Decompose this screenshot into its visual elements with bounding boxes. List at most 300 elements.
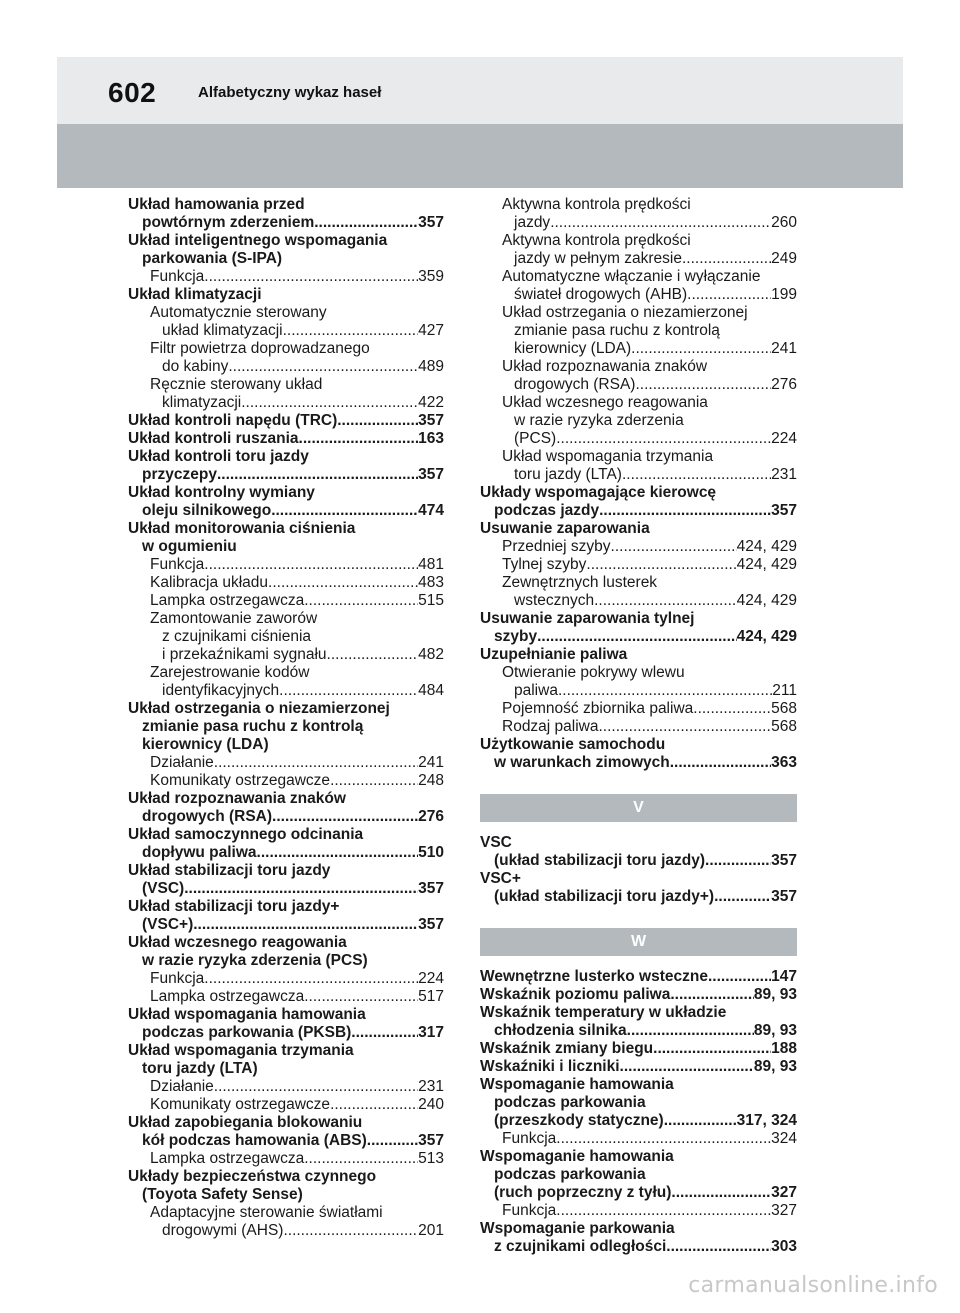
entry-term: (układ stabilizacji toru jazdy+) — [494, 888, 715, 905]
entry-page-ref: 89, 93 — [753, 1022, 797, 1039]
dot-leader — [204, 970, 418, 988]
entry-page-ref: 422 — [418, 394, 444, 411]
entry-term: jazdy — [514, 214, 551, 231]
entry-term: toru jazdy (LTA) — [142, 1060, 258, 1077]
index-entry — [480, 1058, 797, 1076]
entry-term: VSC+ — [480, 870, 521, 887]
index-entry — [480, 412, 797, 430]
entry-term: Pojemność zbiornika paliwa — [502, 700, 694, 717]
index-entry — [128, 286, 444, 304]
dot-leader — [671, 1184, 771, 1202]
index-entry — [128, 1078, 444, 1096]
entry-page-ref: 482 — [418, 646, 444, 663]
index-entry — [128, 466, 444, 484]
index-entry — [480, 682, 797, 700]
index-entry — [128, 268, 444, 286]
entry-term: Funkcja — [502, 1202, 557, 1219]
entry-term: Układy wspomagające kierowcę — [480, 484, 717, 501]
entry-term: podczas parkowania — [494, 1166, 646, 1183]
entry-page-ref: 357 — [418, 214, 444, 231]
entry-term: oleju silnikowego — [142, 502, 272, 519]
entry-term: Układ wspomagania trzymania — [128, 1042, 354, 1059]
entry-term: w razie ryzyka zderzenia (PCS) — [142, 952, 368, 969]
entry-term: Wspomaganie parkowania — [480, 1220, 675, 1237]
dot-leader — [627, 1022, 754, 1040]
entry-term: Układ stabilizacji toru jazdy — [128, 862, 331, 879]
index-entry — [128, 952, 444, 970]
entry-term: Układy bezpieczeństwa czynnego — [128, 1168, 377, 1185]
section-header: W — [480, 928, 797, 956]
index-entry — [480, 448, 797, 466]
index-entry — [480, 268, 797, 286]
index-entry — [128, 214, 444, 232]
index-entry — [128, 1204, 444, 1222]
index-entry — [128, 1114, 444, 1132]
entry-term: kierownicy (LDA) — [514, 340, 632, 357]
index-entry — [480, 538, 797, 556]
entry-term: w razie ryzyka zderzenia — [514, 412, 684, 429]
entry-term: wstecznych — [514, 592, 595, 609]
entry-term: Przedniej szyby — [502, 538, 611, 555]
index-entry — [480, 754, 797, 772]
entry-page-ref: 260 — [771, 214, 797, 231]
dot-leader — [214, 1078, 418, 1096]
dot-leader — [283, 1222, 418, 1240]
entry-page-ref: 474 — [418, 502, 444, 519]
entry-page-ref: 357 — [771, 502, 797, 519]
index-entry — [128, 1060, 444, 1078]
entry-term: Działanie — [150, 1078, 214, 1095]
entry-page-ref: 211 — [772, 682, 797, 699]
index-entry — [128, 988, 444, 1006]
entry-term: Funkcja — [502, 1130, 557, 1147]
index-entry — [128, 232, 444, 250]
index-entry — [480, 646, 797, 664]
index-entry — [128, 1024, 444, 1042]
entry-term: Aktywna kontrola prędkości — [502, 196, 691, 213]
entry-term: identyfikacyjnych — [162, 682, 280, 699]
index-entry — [128, 700, 444, 718]
index-entry — [128, 844, 444, 862]
index-entry — [128, 538, 444, 556]
entry-term: Wspomaganie hamowania — [480, 1148, 674, 1165]
index-entry — [480, 1238, 797, 1256]
entry-term: Układ monitorowania ciśnienia — [128, 520, 356, 537]
index-entry — [480, 610, 797, 628]
entry-term: Układ kontroli toru jazdy — [128, 448, 309, 465]
dot-leader — [268, 574, 418, 592]
entry-page-ref: 357 — [418, 466, 444, 483]
index-entry — [128, 736, 444, 754]
entry-term: parkowania (S-IPA) — [142, 250, 283, 267]
index-entry — [480, 968, 797, 986]
entry-term: Automatycznie sterowany — [150, 304, 327, 321]
dot-leader — [708, 968, 771, 986]
entry-term: Zarejestrowanie kodów — [150, 664, 310, 681]
entry-page-ref: 303 — [771, 1238, 797, 1255]
entry-page-ref: 224 — [418, 970, 444, 987]
entry-term: klimatyzacji — [162, 394, 242, 411]
entry-page-ref: 248 — [418, 772, 444, 789]
entry-term: Usuwanie zaparowania tylnej — [480, 610, 695, 627]
entry-term: Rodzaj paliwa — [502, 718, 599, 735]
index-entry — [128, 556, 444, 574]
dot-leader — [705, 852, 771, 870]
entry-term: kierownicy (LDA) — [142, 736, 269, 753]
dot-leader — [670, 754, 771, 772]
entry-page-ref: 483 — [418, 574, 444, 591]
index-entry — [480, 628, 797, 646]
entry-term: Układ samoczynnego odcinania — [128, 826, 364, 843]
entry-term: chłodzenia silnika — [494, 1022, 627, 1039]
entry-term: Układ hamowania przed — [128, 196, 305, 213]
index-entry — [480, 1022, 797, 1040]
dot-leader — [599, 502, 771, 520]
entry-term: podczas parkowania (PKSB) — [142, 1024, 352, 1041]
entry-term: drogowych (RSA) — [142, 808, 273, 825]
index-entry — [128, 1222, 444, 1240]
entry-term: Komunikaty ostrzegawcze — [150, 1096, 331, 1113]
index-entry — [128, 934, 444, 952]
entry-term: Układ stabilizacji toru jazdy+ — [128, 898, 340, 915]
index-entry — [128, 1150, 444, 1168]
entry-term: przyczepy — [142, 466, 217, 483]
dot-leader — [550, 214, 771, 232]
entry-term: i przekaźnikami sygnału — [162, 646, 327, 663]
entry-page-ref: 147 — [771, 968, 797, 985]
index-entry — [128, 628, 444, 646]
index-entry — [128, 1042, 444, 1060]
entry-term: powtórnym zderzeniem — [142, 214, 315, 231]
dot-leader — [241, 394, 418, 412]
index-entry — [480, 430, 797, 448]
entry-page-ref: 317 — [418, 1024, 444, 1041]
entry-term: Filtr powietrza doprowadzanego — [150, 340, 370, 357]
dot-leader — [330, 1096, 418, 1114]
index-entry — [480, 1040, 797, 1058]
entry-term: (Toyota Safety Sense) — [142, 1186, 303, 1203]
entry-page-ref: 163 — [418, 430, 444, 447]
entry-page-ref: 424, 429 — [736, 592, 797, 609]
entry-term: Adaptacyjne sterowanie światłami — [150, 1204, 383, 1221]
entry-page-ref: 357 — [418, 1132, 444, 1149]
entry-page-ref: 568 — [771, 700, 797, 717]
index-entry — [128, 916, 444, 934]
index-entry — [480, 466, 797, 484]
index-entry — [480, 1004, 797, 1022]
dot-leader — [228, 358, 418, 376]
entry-page-ref: 357 — [418, 412, 444, 429]
entry-page-ref: 424, 429 — [736, 628, 797, 645]
entry-page-ref: 363 — [771, 754, 797, 771]
index-entry — [480, 986, 797, 1004]
index-entry — [128, 682, 444, 700]
index-entry — [480, 376, 797, 394]
entry-page-ref: 317, 324 — [736, 1112, 797, 1129]
entry-term: Układ zapobiegania blokowaniu — [128, 1114, 363, 1131]
index-entry — [480, 304, 797, 322]
entry-term: Układ wspomagania hamowania — [128, 1006, 366, 1023]
entry-term: Układ kontrolny wymiany — [128, 484, 315, 501]
index-entry — [128, 970, 444, 988]
entry-term: Komunikaty ostrzegawcze — [150, 772, 331, 789]
dot-leader — [272, 808, 418, 826]
entry-term: (PCS) — [514, 430, 557, 447]
index-entry — [128, 394, 444, 412]
index-entry — [480, 870, 797, 888]
index-entry — [128, 1006, 444, 1024]
entry-term: Funkcja — [150, 268, 205, 285]
dot-leader — [184, 880, 418, 898]
header-band — [57, 57, 903, 188]
index-entry — [480, 1094, 797, 1112]
dot-leader — [611, 538, 737, 556]
dot-leader — [556, 1130, 771, 1148]
entry-page-ref: 424, 429 — [736, 556, 797, 573]
entry-page-ref: 513 — [418, 1150, 444, 1167]
entry-term: Układ rozpoznawania znaków — [128, 790, 346, 807]
entry-page-ref: 489 — [418, 358, 444, 375]
index-entry — [128, 520, 444, 538]
entry-term: Układ rozpoznawania znaków — [502, 358, 708, 375]
entry-term: Wskaźnik zmiany biegu — [480, 1040, 654, 1057]
dot-leader — [283, 322, 419, 340]
entry-page-ref: 357 — [771, 888, 797, 905]
entry-term: Układ ostrzegania o niezamierzonej — [128, 700, 390, 717]
dot-leader — [635, 376, 771, 394]
entry-term: toru jazdy (LTA) — [514, 466, 622, 483]
dot-leader — [556, 1202, 771, 1220]
watermark: carmanualsonline.info — [688, 1273, 938, 1298]
index-entry — [128, 790, 444, 808]
entry-term: Układ ostrzegania o niezamierzonej — [502, 304, 748, 321]
index-column-right — [480, 196, 797, 1256]
index-entry — [480, 736, 797, 754]
entry-page-ref: 484 — [418, 682, 444, 699]
entry-term: Układ wczesnego reagowania — [502, 394, 708, 411]
entry-page-ref: 510 — [418, 844, 444, 861]
dot-leader — [204, 268, 418, 286]
entry-term: Uzupełnianie paliwa — [480, 646, 628, 663]
index-entry — [480, 250, 797, 268]
index-entry — [128, 448, 444, 466]
dot-leader — [558, 682, 772, 700]
entry-term: w ogumieniu — [142, 538, 237, 555]
index-entry — [480, 556, 797, 574]
entry-term: Wskaźnik poziomu paliwa — [480, 986, 671, 1003]
dot-leader — [337, 412, 418, 430]
entry-page-ref: 199 — [771, 286, 797, 303]
entry-term: drogowych (RSA) — [514, 376, 636, 393]
entry-page-ref: 241 — [771, 340, 797, 357]
dot-leader — [304, 1150, 418, 1168]
index-entry — [128, 502, 444, 520]
entry-page-ref: 224 — [771, 430, 797, 447]
dot-leader — [327, 646, 419, 664]
entry-term: z czujnikami odległości — [494, 1238, 667, 1255]
index-entry — [480, 852, 797, 870]
index-entry — [480, 1166, 797, 1184]
entry-term: Zewnętrznych lusterek — [502, 574, 658, 591]
index-entry — [480, 718, 797, 736]
entry-term: Kalibracja układu — [150, 574, 269, 591]
entry-term: Użytkowanie samochodu — [480, 736, 666, 753]
dot-leader — [299, 430, 419, 448]
index-entry — [128, 880, 444, 898]
entry-term: Funkcja — [150, 556, 205, 573]
dot-leader — [599, 718, 772, 736]
entry-page-ref: 89, 93 — [753, 1058, 797, 1075]
dot-leader — [314, 214, 418, 232]
entry-page-ref: 359 — [418, 268, 444, 285]
dot-leader — [631, 340, 771, 358]
index-entry — [128, 430, 444, 448]
entry-term: układ klimatyzacji — [162, 322, 283, 339]
entry-term: Wewnętrzne lusterko wsteczne — [480, 968, 708, 985]
index-entry — [480, 358, 797, 376]
entry-page-ref: 517 — [418, 988, 444, 1005]
entry-page-ref: 241 — [418, 754, 444, 771]
index-entry — [480, 664, 797, 682]
entry-page-ref: 424, 429 — [736, 538, 797, 555]
index-entry — [128, 250, 444, 268]
index-entry — [128, 1168, 444, 1186]
entry-term: dopływu paliwa — [142, 844, 257, 861]
section-header: V — [480, 794, 797, 822]
index-entry — [128, 412, 444, 430]
header-title-bar — [57, 57, 903, 124]
index-entry — [128, 376, 444, 394]
entry-term: Działanie — [150, 754, 214, 771]
entry-term: kół podczas hamowania (ABS) — [142, 1132, 367, 1149]
index-entry — [128, 574, 444, 592]
index-entry — [480, 834, 797, 852]
entry-term: drogowymi (AHS) — [162, 1222, 284, 1239]
entry-page-ref: 327 — [771, 1202, 797, 1219]
entry-page-ref: 276 — [418, 808, 444, 825]
index-entry — [480, 322, 797, 340]
dot-leader — [279, 682, 418, 700]
entry-term: (przeszkody statyczne) — [494, 1112, 664, 1129]
entry-term: Lampka ostrzegawcza — [150, 988, 305, 1005]
entry-term: jazdy w pełnym zakresie — [514, 250, 682, 267]
index-entry — [128, 610, 444, 628]
entry-page-ref: 481 — [418, 556, 444, 573]
dot-leader — [304, 592, 418, 610]
entry-page-ref: 427 — [418, 322, 444, 339]
page-title: Alfabetyczny wykaz haseł — [198, 84, 382, 101]
entry-term: Automatyczne włączanie i wyłączanie — [502, 268, 761, 285]
index-entry — [128, 304, 444, 322]
index-entry — [480, 232, 797, 250]
entry-term: Tylnej szyby — [502, 556, 587, 573]
entry-term: Otwieranie pokrywy wlewu — [502, 664, 685, 681]
dot-leader — [682, 250, 771, 268]
entry-page-ref: 357 — [418, 916, 444, 933]
entry-page-ref: 231 — [771, 466, 797, 483]
dot-leader — [620, 1058, 754, 1076]
entry-term: Wskaźniki i liczniki — [480, 1058, 620, 1075]
entry-page-ref: 324 — [771, 1130, 797, 1147]
index-entry — [128, 718, 444, 736]
index-entry — [128, 1132, 444, 1150]
entry-term: Zamontowanie zaworów — [150, 610, 318, 627]
index-entry — [128, 1096, 444, 1114]
index-entry — [480, 1220, 797, 1238]
index-entry — [480, 592, 797, 610]
index-entry — [480, 340, 797, 358]
entry-term: Układ wczesnego reagowania — [128, 934, 347, 951]
entry-page-ref: 188 — [771, 1040, 797, 1057]
entry-term: w warunkach zimowych — [494, 754, 670, 771]
dot-leader — [664, 1112, 737, 1130]
entry-term: Układ inteligentnego wspomagania — [128, 232, 388, 249]
entry-term: świateł drogowych (AHB) — [514, 286, 688, 303]
entry-term: zmianie pasa ruchu z kontrolą — [514, 322, 720, 339]
index-entry — [128, 1186, 444, 1204]
dot-leader — [670, 986, 754, 1004]
entry-term: Wskaźnik temperatury w układzie — [480, 1004, 727, 1021]
dot-leader — [193, 916, 418, 934]
index-entry — [480, 1184, 797, 1202]
entry-term: Usuwanie zaparowania — [480, 520, 650, 537]
index-entry — [128, 826, 444, 844]
entry-term: (VSC+) — [142, 916, 194, 933]
index-entry — [480, 1130, 797, 1148]
entry-term: (ruch poprzeczny z tyłu) — [494, 1184, 672, 1201]
entry-page-ref: 89, 93 — [753, 986, 797, 1003]
index-entry — [480, 1112, 797, 1130]
index-entry — [128, 646, 444, 664]
entry-term: podczas parkowania — [494, 1094, 646, 1111]
entry-term: (układ stabilizacji toru jazdy) — [494, 852, 706, 869]
entry-page-ref: 240 — [418, 1096, 444, 1113]
dot-leader — [687, 286, 771, 304]
dot-leader — [351, 1024, 418, 1042]
index-entry — [480, 1202, 797, 1220]
index-entry — [480, 1076, 797, 1094]
dot-leader — [204, 556, 418, 574]
index-column-left — [128, 196, 444, 1240]
index-entry — [480, 394, 797, 412]
entry-term: do kabiny — [162, 358, 229, 375]
index-entry — [480, 520, 797, 538]
entry-term: zmianie pasa ruchu z kontrolą — [142, 718, 364, 735]
entry-term: Lampka ostrzegawcza — [150, 592, 305, 609]
dot-leader — [537, 628, 737, 646]
dot-leader — [556, 430, 771, 448]
entry-term: Ręcznie sterowany układ — [150, 376, 323, 393]
entry-term: podczas jazdy — [494, 502, 600, 519]
dot-leader — [257, 844, 419, 862]
dot-leader — [217, 466, 418, 484]
index-entry — [480, 700, 797, 718]
entry-page-ref: 515 — [418, 592, 444, 609]
entry-term: szyby — [494, 628, 538, 645]
index-entry — [128, 484, 444, 502]
dot-leader — [304, 988, 418, 1006]
index-entry — [480, 502, 797, 520]
index-entry — [128, 862, 444, 880]
index-entry — [128, 898, 444, 916]
index-entry — [480, 1148, 797, 1166]
index-entry — [128, 358, 444, 376]
entry-page-ref: 327 — [771, 1184, 797, 1201]
entry-page-ref: 568 — [771, 718, 797, 735]
dot-leader — [714, 888, 771, 906]
entry-term: (VSC) — [142, 880, 185, 897]
index-entry — [128, 340, 444, 358]
